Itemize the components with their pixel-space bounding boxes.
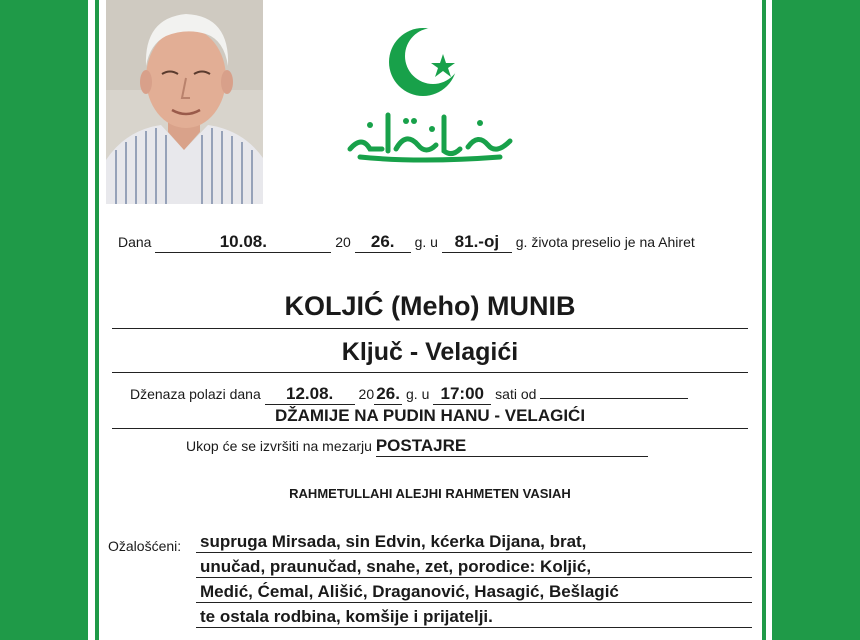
funeral-blank xyxy=(540,398,688,399)
funeral-line xyxy=(130,384,688,405)
arabic-calligraphy xyxy=(340,105,520,165)
mourners-line-1: supruga Mirsada, sin Edvin, kćerka Dijana, brat, xyxy=(200,532,587,551)
funeral-date: 12.08. xyxy=(265,384,355,405)
funeral-at: g. u xyxy=(406,386,430,402)
burial-line xyxy=(186,436,648,457)
age-value: 81.-oj xyxy=(442,232,512,253)
year-prefix: 20 xyxy=(335,234,351,250)
prayer-text: RAHMETULLAHI ALEJHI RAHMETEN VASIAH xyxy=(289,486,571,501)
portrait-photo xyxy=(106,0,263,204)
date-line-suffix: g. života preselio je na Ahiret xyxy=(515,234,695,250)
deceased-place: Ključ - Velagići xyxy=(341,338,519,366)
right-green-border xyxy=(772,0,860,640)
mourners-rule-1 xyxy=(196,552,752,553)
mourners-rule-4 xyxy=(196,627,752,628)
death-date-line xyxy=(118,232,695,253)
mourners-rule-3 xyxy=(196,602,752,603)
funeral-year: 26. xyxy=(374,384,402,405)
age-prefix: g. u xyxy=(414,234,438,250)
name-underline xyxy=(112,328,748,329)
right-inner-stripe xyxy=(762,0,766,640)
death-date: 10.08. xyxy=(155,232,331,253)
burial-prefix: Ukop će se izvršiti na mezarju xyxy=(186,438,372,454)
cemetery-name: POSTAJRE xyxy=(376,436,648,457)
death-year: 26. xyxy=(355,232,411,253)
mosque-name: DŽAMIJE NA PUDIN HANU - VELAGIĆI xyxy=(274,406,586,425)
place-underline xyxy=(112,372,748,373)
mourners-line-2: unučad, praunučad, snahe, zet, porodice: Koljić, xyxy=(200,557,592,576)
deceased-name: KOLJIĆ (Meho) MUNIB xyxy=(284,291,576,321)
mourners-line-4: te ostala rodbina, komšije i prijatelji. xyxy=(200,607,493,626)
funeral-year-prefix: 20 xyxy=(358,386,375,402)
crescent-star-icon xyxy=(385,22,465,102)
mourners-line-3: Medić, Ćemal, Ališić, Draganović, Hasagić, Bešlagić xyxy=(200,582,619,601)
mosque-underline xyxy=(112,428,748,429)
funeral-suffix: sati od xyxy=(495,386,537,402)
date-prefix: Dana xyxy=(118,234,152,250)
funeral-prefix: Dženaza polazi dana xyxy=(130,386,261,402)
funeral-time: 17:00 xyxy=(433,384,491,405)
mourners-label: Ožalošćeni: xyxy=(108,538,182,554)
left-inner-stripe xyxy=(95,0,99,640)
left-green-border xyxy=(0,0,88,640)
mourners-rule-2 xyxy=(196,577,752,578)
